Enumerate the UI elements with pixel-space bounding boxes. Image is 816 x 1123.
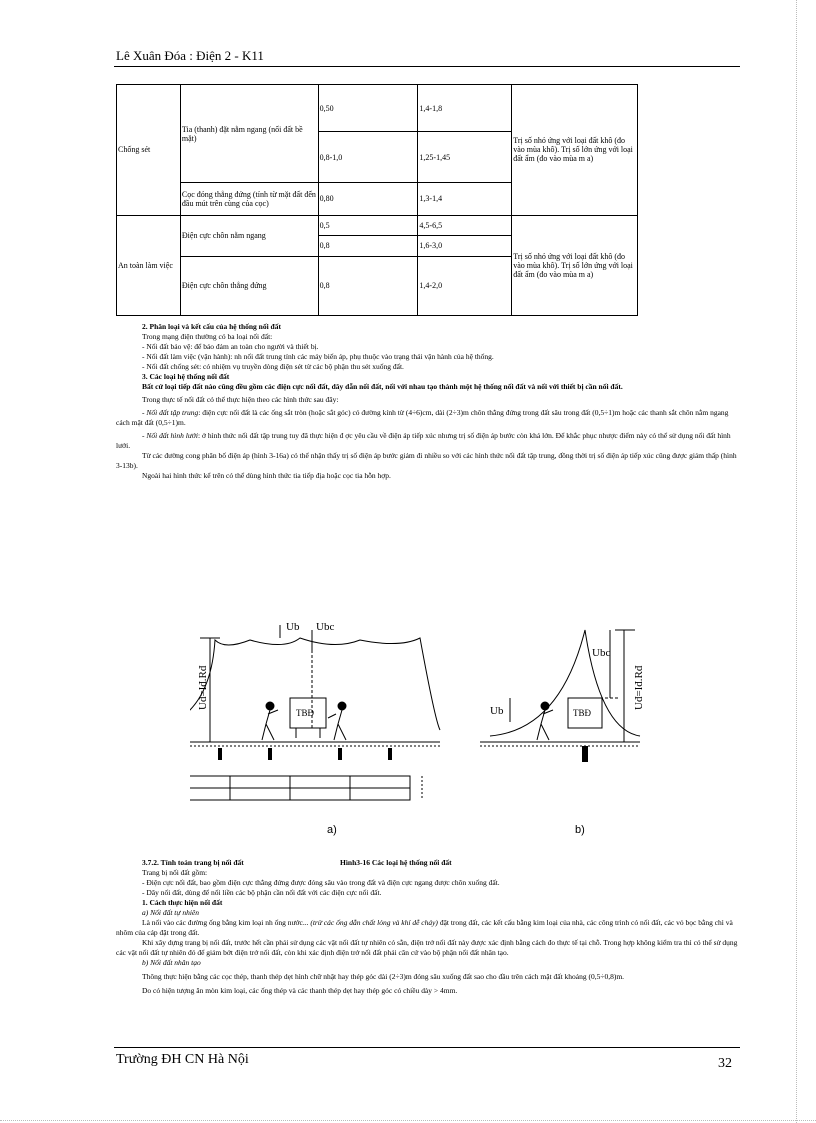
table-cell: Trị số nhỏ ứng với loại đất khô (đo vào mùa khô). Trị số lớn ứng với loại đất ẩm (đo vào mùa m a) [512, 215, 638, 315]
voltage-distribution-curve [490, 630, 640, 736]
page-number: 32 [718, 1056, 732, 1071]
table-cell: 4,5-6,5 [418, 215, 512, 235]
page-guide-horizontal [0, 1120, 816, 1121]
figure-label-a: a) [327, 824, 337, 836]
term: - Nối đất hình lưới [142, 431, 199, 440]
figure-svg [190, 610, 650, 850]
table-cell: 1,3-1,4 [418, 183, 512, 216]
footer-school: Trường ĐH CN Hà Nội [116, 1052, 249, 1067]
footer-divider [114, 1047, 740, 1048]
table-row [117, 85, 638, 132]
grounding-depth-table [116, 84, 638, 316]
table-cell: 0,8 [318, 256, 418, 315]
paragraph [116, 918, 738, 938]
label-ub: Ub [286, 621, 300, 633]
paragraph: Từ các đường cong phân bố điện áp (hình 3-16a) có thể nhận thấy trị số điện áp bước giảm đi nhiều so với các hình thức nối đất tập trung, đồng thời trị số điện áp tiếp xúc cũng được giảm thấp (hình 3-13b). [116, 451, 737, 470]
label-ud: Uđ=Iđ.Rđ [633, 665, 645, 710]
table-cell: Cọc đóng thẳng đứng (tính từ mặt đất đến đầu mút trên cùng của cọc) [180, 183, 318, 216]
table-cell: 0,50 [318, 85, 418, 132]
text: : điện cực nối đất là các ống sắt tròn (hoặc sắt góc) có đường kính từ (4÷6)cm, dài (2÷3)m chôn thẳng đứng trong đất sâu trong đất (0,5÷1)m hoặc các thanh sắt chôn nằm ngang cách mặt đất (0,5÷1)m. [116, 408, 729, 427]
table-cell: Trị số nhỏ ứng với loại đất khô (đo vào mùa khô). Trị số lớn ứng với loại đất ẩm (đo vào mùa m a) [512, 85, 638, 216]
voltage-distribution-curve [190, 638, 440, 730]
paragraph: - Dây nối đất, dùng để nối liền các bộ phận cần nối đất với các điện cực nối đất. [142, 888, 382, 897]
text: đặt trong đất, các kết cấu bằng kim loại của nhà, các công trình có nối đất, các vỏ bọc bằng chì và nhôm của cáp đặt trong đất. [116, 918, 733, 937]
heading [116, 858, 738, 868]
label-ubc: Ubc [316, 621, 335, 633]
table-cell: Tia (thanh) đặt nằm ngang (nối đất bề mặt) [180, 85, 318, 183]
table-cell: Điện cực chôn thẳng đứng [180, 256, 318, 315]
term: - Nối đất tập trung [142, 408, 199, 417]
person-icon [541, 702, 549, 710]
page-header: Lê Xuân Đóa : Điện 2 - K11 [116, 48, 264, 63]
paragraph: Trong thực tế nối đất có thể thực hiện theo các hình thức sau đây: [142, 395, 339, 404]
label-tbd: TBĐ [573, 708, 591, 718]
paragraph: - Nối đất chống sét: có nhiệm vụ truyền dòng điện sét từ các bộ phận thu sét xuống đất. [142, 362, 404, 371]
paragraph: Khi xây dựng trang bị nối đất, trước hết cần phải sử dụng các vật nối đất tự nhiên có sẵn, điện trở nối đất này được xác định bằng cách đo thực tế tại chỗ. Trong hợp không kiểm tra thì có thể sử dụng các vật nối đất tự nhiên đó để giảm bớt điện trở nối đất, còn khi xác định điện trở nối đất phải căn cứ vào bộ phận nối đất nhân tạo. [116, 938, 738, 957]
table-cell: Chống sét [117, 85, 181, 216]
table-cell: 0,80 [318, 183, 418, 216]
page-guide-vertical [796, 0, 797, 1123]
paragraph: Trang bị nối đất gồm: [142, 868, 208, 877]
label-ud: Uđ=Iđ.Rđ [197, 665, 209, 710]
table-cell: An toàn làm việc [117, 215, 181, 315]
label-ubc: Ubc [592, 647, 611, 659]
label-ub: Ub [490, 705, 504, 717]
paragraph: Trong mạng điện thường có ba loại nối đất: [142, 332, 273, 341]
paragraph: Do có hiện tượng ăn mòn kim loại, các ống thép và các thanh thép dẹt hay thép góc có chiều dày > 4mm. [142, 986, 458, 995]
paragraph: Ngoài hai hình thức kể trên có thể dùng hình thức tia tiếp địa hoặc cọc tia hỗn hợp. [142, 471, 391, 480]
person-icon [338, 702, 346, 710]
table-cell: 1,4-2,0 [418, 256, 512, 315]
person-icon [537, 710, 553, 740]
text: : ở hình thức nối đất tập trung tuy đã thực hiện đ ợc yêu cầu về điện áp tiếp xúc nhưng trị số điện áp bước còn khá lớn. Để khắc phục nhược điểm này có thể sử dụng nối đất hình lưới. [116, 431, 731, 450]
person-icon [328, 710, 346, 740]
figure-grounding-systems [190, 610, 650, 850]
paragraph [116, 408, 738, 428]
term: (trừ các ống dẫn chất lỏng và khí dễ cháy) [310, 918, 438, 927]
figure-caption: Hình3-16 Các loại hệ thống nối đất [340, 858, 452, 867]
heading: 3. Các loại hệ thống nối đất [142, 372, 230, 381]
section-372 [116, 858, 738, 996]
label-tbd: TBĐ [296, 708, 314, 718]
figure-label-b: b) [575, 824, 585, 836]
table-cell: 0,8 [318, 236, 418, 256]
heading: 1. Cách thực hiện nối đất [142, 898, 223, 907]
paragraph: Bất cứ loại tiếp đất nào cũng đều gồm các điện cực nối đất, dây dẫn nối đất, nối với nhau tạo thành một hệ thống nối đất và nối với thiết bị cần nối đất. [142, 382, 623, 391]
paragraph: - Nối đất bảo vệ: để bảo đảm an toàn cho người và thiết bị. [142, 342, 319, 351]
paragraph: Thông thực hiện bằng các cọc thép, thanh thép dẹt hình chữ nhật hay thép góc dài (2÷3)m đóng sâu xuống đất sao cho đầu trên cách mặt đất khoảng (0,5÷0,8)m. [142, 972, 625, 981]
heading-text: 3.7.2. Tính toán trang bị nối đất [142, 858, 244, 867]
subheading: b) Nối đất nhân tạo [142, 958, 201, 967]
person-icon [262, 710, 278, 740]
table-cell: 0,5 [318, 215, 418, 235]
table-cell: 1,4-1,8 [418, 85, 512, 132]
header-divider [114, 66, 740, 67]
subheading: a) Nối đất tự nhiên [142, 908, 200, 917]
section-2 [116, 322, 738, 481]
table-cell: 1,25-1,45 [418, 132, 512, 183]
table-cell: Điện cực chôn nằm ngang [180, 215, 318, 256]
text: Là nối vào các đường ống bằng kim loại nh ống nước... [142, 918, 311, 927]
paragraph [116, 431, 738, 451]
table-row [117, 215, 638, 235]
table-cell: 1,6-3,0 [418, 236, 512, 256]
paragraph: - Nối đất làm việc (vận hành): nh nối đất trung tính các máy biến áp, phụ thuộc vào trạng thái vận hành của hệ thống. [142, 352, 494, 361]
heading: 2. Phân loại và kết cấu của hệ thống nối đất [142, 322, 281, 331]
person-icon [266, 702, 274, 710]
table-cell: 0,8-1,0 [318, 132, 418, 183]
paragraph: - Điện cực nối đất, bao gồm điện cực thẳng đứng được đóng sâu vào trong đất và điện cực ngang được chôn xuống đất. [142, 878, 500, 887]
